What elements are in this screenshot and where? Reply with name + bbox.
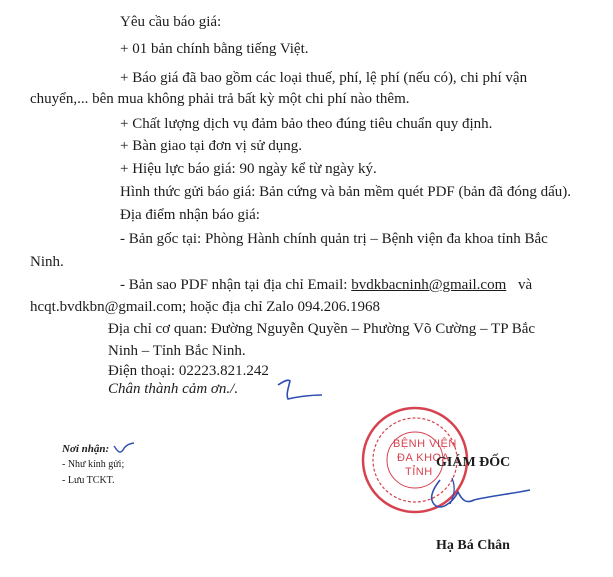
receive-heading: Địa điểm nhận báo giá: — [120, 207, 260, 223]
pdf-copy-and: và — [518, 277, 533, 293]
item-original-copy: + 01 bản chính bằng tiếng Việt. — [120, 41, 309, 57]
request-heading: Yêu cầu báo giá: — [120, 14, 222, 30]
pdf-copy-prefix: - Bản sao PDF nhận tại địa chỉ Email: — [120, 277, 348, 293]
director-name: Hạ Bá Chân — [436, 538, 510, 553]
recipients-heading: Nơi nhận: — [62, 443, 110, 455]
address-line1: Địa chỉ cơ quan: Đường Nguyễn Quyền – Phường Võ Cường – TP Bắc — [108, 321, 536, 337]
recipient-item: - Như kính gửi; — [62, 459, 125, 470]
original-location-line1: - Bản gốc tại: Phòng Hành chính quản trị – Bệnh viện đa khoa tỉnh Bắc — [120, 231, 548, 247]
recipients-check-icon — [112, 440, 138, 458]
submission-form: Hình thức gửi báo giá: Bản cứng và bản mềm quét PDF (bản đã đóng dấu). — [120, 184, 571, 200]
stamp-line: ĐA KHOA — [397, 452, 450, 464]
initial-signature-icon — [270, 375, 330, 405]
director-title: GIÁM ĐỐC — [436, 455, 511, 470]
stamp-line: TỈNH — [405, 466, 433, 478]
item-delivery: + Bàn giao tại đơn vị sử dụng. — [120, 138, 303, 154]
email-link[interactable]: bvdkbacninh@gmail.com — [351, 277, 507, 293]
address-line2: Ninh – Tỉnh Bắc Ninh. — [108, 343, 246, 359]
item-price-includes-line2: chuyển,... bên mua không phải trả bất kỳ một chi phí nào thêm. — [30, 91, 410, 107]
item-price-includes-line1: + Báo giá đã bao gồm các loại thuế, phí, lệ phí (nếu có), chi phí vận — [120, 70, 528, 86]
pdf-copy-line1 — [120, 276, 532, 294]
phone-line: Điện thoại: 02223.821.242 — [108, 363, 269, 379]
item-validity: + Hiệu lực báo giá: 90 ngày kể từ ngày ký. — [120, 161, 377, 177]
director-signature-icon — [410, 470, 550, 520]
item-quality: + Chất lượng dịch vụ đảm bảo theo đúng tiêu chuẩn quy định. — [120, 116, 493, 132]
thanks-line: Chân thành cảm ơn./. — [108, 381, 239, 397]
pdf-copy-line2: hcqt.bvdkbn@gmail.com; hoặc địa chỉ Zalo 094.206.1968 — [30, 299, 380, 315]
stamp-line: BỆNH VIỆN — [393, 438, 457, 450]
original-location-line2: Ninh. — [30, 254, 64, 270]
recipient-item: - Lưu TCKT. — [62, 475, 115, 486]
